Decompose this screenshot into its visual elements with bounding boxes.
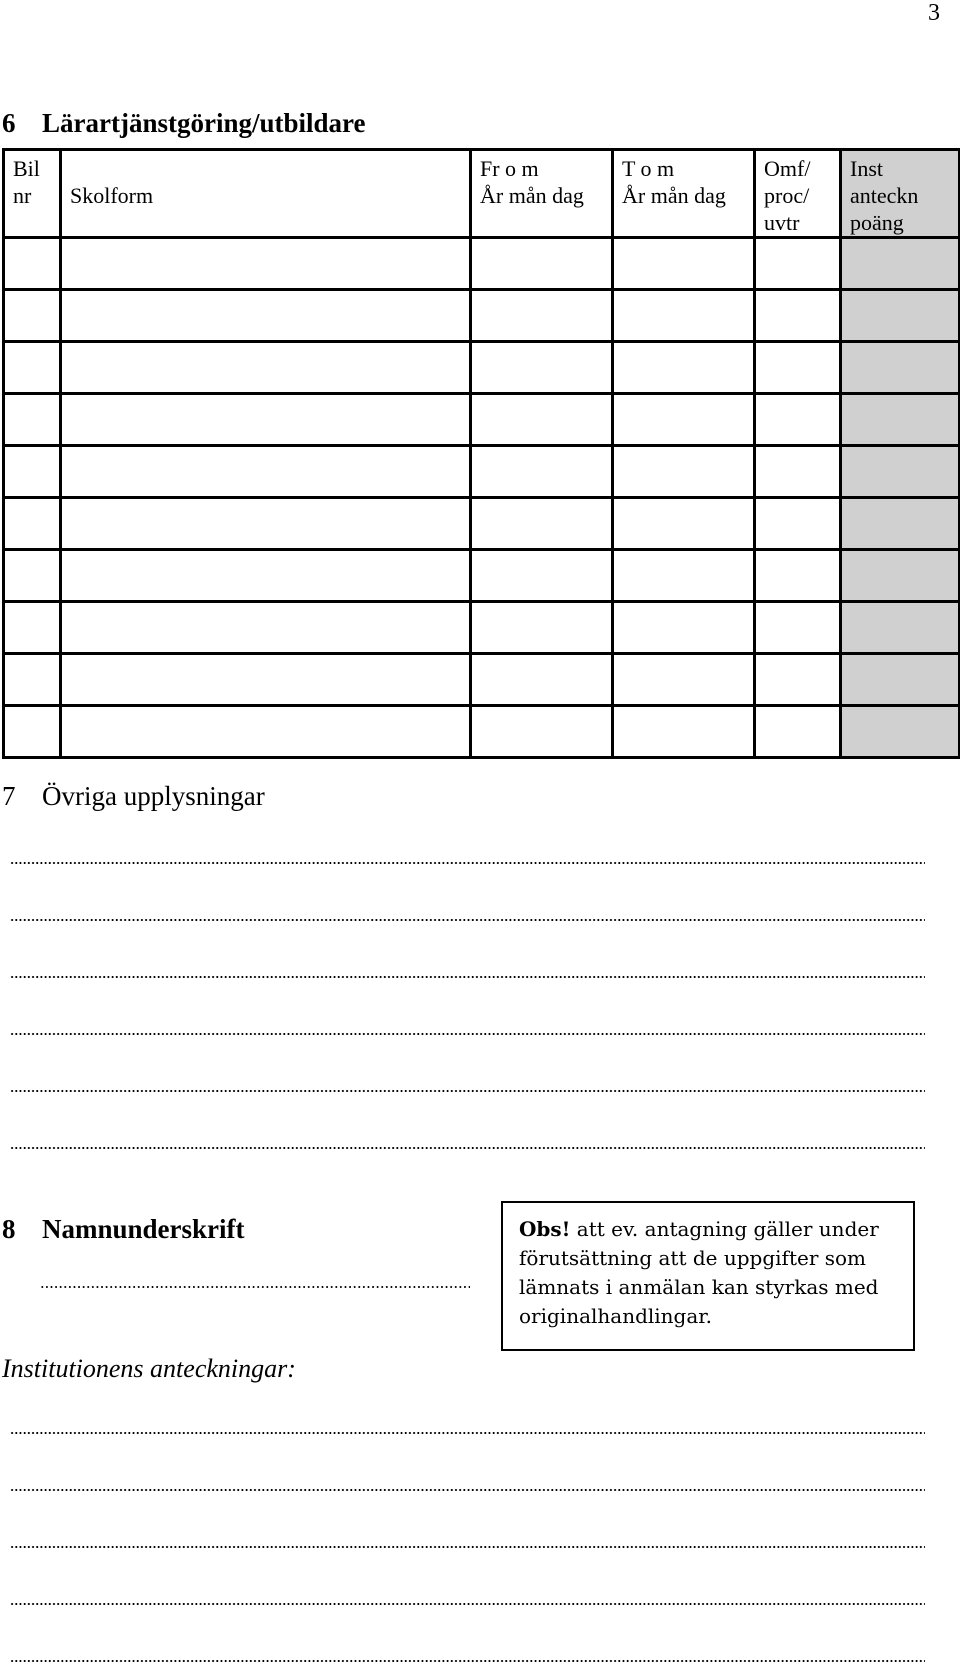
cell-omf[interactable] [755,238,841,290]
cell-omf[interactable] [755,654,841,706]
cell-omf[interactable] [755,602,841,654]
fill-in-line[interactable] [10,976,925,978]
cell-skolform[interactable] [61,446,471,498]
cell-tom[interactable] [613,550,755,602]
cell-bil[interactable] [4,550,61,602]
section-number: 8 [2,1214,16,1244]
col-header-tom: T o m År mån dag [613,150,755,238]
cell-from[interactable] [471,550,613,602]
section-title: Lärartjänstgöring/utbildare [42,108,366,138]
institution-notes-label: Institutionens anteckningar: [2,1354,296,1383]
cell-tom[interactable] [613,654,755,706]
cell-bil[interactable] [4,342,61,394]
section-number: 7 [2,781,16,811]
cell-bil[interactable] [4,290,61,342]
cell-tom[interactable] [613,446,755,498]
cell-tom[interactable] [613,290,755,342]
table-row [4,342,960,394]
cell-inst [841,706,960,758]
col-header-skolform: Skolform [61,150,471,238]
cell-inst [841,342,960,394]
cell-from[interactable] [471,498,613,550]
cell-from[interactable] [471,602,613,654]
cell-tom[interactable] [613,342,755,394]
table-row [4,446,960,498]
table-row [4,290,960,342]
cell-skolform[interactable] [61,706,471,758]
col-header-inst: Inst anteckn poäng [841,150,960,238]
cell-bil[interactable] [4,238,61,290]
cell-skolform[interactable] [61,342,471,394]
cell-from[interactable] [471,446,613,498]
fill-in-line[interactable] [10,1546,925,1548]
cell-inst [841,602,960,654]
cell-omf[interactable] [755,550,841,602]
cell-tom[interactable] [613,238,755,290]
teaching-experience-table [2,148,960,759]
cell-from[interactable] [471,394,613,446]
section-number: 6 [2,108,16,138]
cell-tom[interactable] [613,706,755,758]
fill-in-line[interactable] [10,1489,925,1491]
fill-in-line[interactable] [10,1033,925,1035]
section-8-heading [2,1214,245,1245]
section-7-heading [2,781,265,812]
section-6-heading [2,108,366,139]
section-title: Övriga upplysningar [42,781,265,811]
cell-inst [841,394,960,446]
cell-skolform[interactable] [61,290,471,342]
cell-inst [841,238,960,290]
col-header-omf: Omf/ proc/ uvtr [755,150,841,238]
obs-notice-box [501,1201,915,1351]
fill-in-line[interactable] [10,1603,925,1605]
cell-skolform[interactable] [61,550,471,602]
cell-bil[interactable] [4,446,61,498]
fill-in-line[interactable] [10,1432,925,1434]
cell-omf[interactable] [755,290,841,342]
table-header-row [4,150,960,238]
cell-inst [841,290,960,342]
cell-from[interactable] [471,654,613,706]
cell-skolform[interactable] [61,602,471,654]
cell-skolform[interactable] [61,394,471,446]
cell-tom[interactable] [613,394,755,446]
fill-in-line[interactable] [10,1147,925,1149]
cell-from[interactable] [471,238,613,290]
cell-skolform[interactable] [61,238,471,290]
signature-line[interactable] [40,1286,470,1288]
cell-from[interactable] [471,290,613,342]
cell-skolform[interactable] [61,498,471,550]
obs-text: att ev. antagning gäller under förutsättning att de uppgifter som lämnats i anmälan kan styrkas med originalhandlingar. [519,1217,879,1328]
fill-in-line[interactable] [10,1660,925,1662]
table-row [4,602,960,654]
cell-inst [841,550,960,602]
cell-tom[interactable] [613,602,755,654]
col-header-from: Fr o m År mån dag [471,150,613,238]
cell-omf[interactable] [755,706,841,758]
fill-in-line[interactable] [10,862,925,864]
table-row [4,238,960,290]
cell-inst [841,654,960,706]
cell-from[interactable] [471,342,613,394]
table-row [4,706,960,758]
cell-bil[interactable] [4,654,61,706]
cell-inst [841,446,960,498]
cell-bil[interactable] [4,706,61,758]
cell-from[interactable] [471,706,613,758]
cell-bil[interactable] [4,498,61,550]
cell-omf[interactable] [755,446,841,498]
cell-bil[interactable] [4,602,61,654]
fill-in-line[interactable] [10,1090,925,1092]
col-header-bil-nr: Bil nr [4,150,61,238]
cell-omf[interactable] [755,342,841,394]
table-row [4,394,960,446]
page-number: 3 [928,0,940,26]
table-row [4,550,960,602]
table-row [4,498,960,550]
cell-bil[interactable] [4,394,61,446]
cell-skolform[interactable] [61,654,471,706]
section-title: Namnunderskrift [42,1214,245,1244]
obs-label: Obs! [519,1217,571,1241]
table-row [4,654,960,706]
cell-omf[interactable] [755,394,841,446]
cell-inst [841,498,960,550]
fill-in-line[interactable] [10,919,925,921]
cell-omf[interactable] [755,498,841,550]
cell-tom[interactable] [613,498,755,550]
